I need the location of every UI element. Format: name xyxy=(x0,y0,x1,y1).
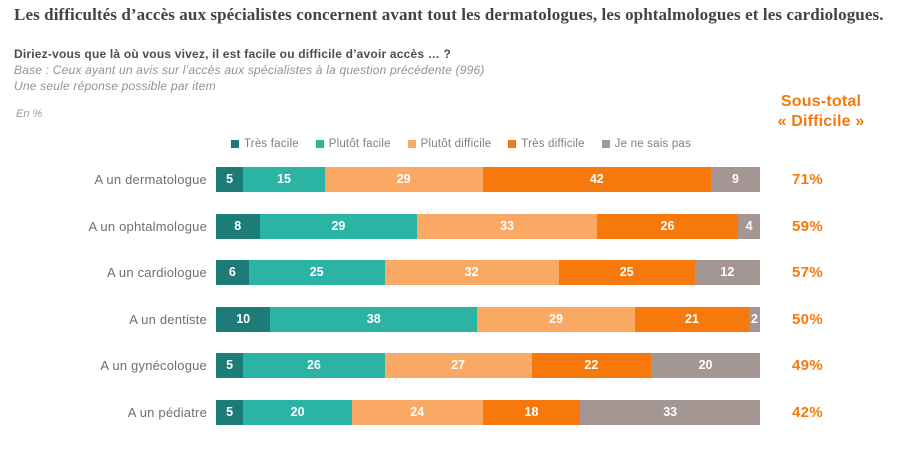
category-label: A un dentiste xyxy=(129,311,207,327)
subtotal-header-line2: « Difficile » xyxy=(777,113,865,130)
legend-swatch-icon xyxy=(602,140,610,148)
subtotal-column-header xyxy=(741,92,901,132)
segment-value: 6 xyxy=(228,265,236,279)
segment-value: 9 xyxy=(732,172,739,186)
page-title: Les difficultés d’accès aux spécialistes concernent avant tout les dermatologues, les ophtalmologues et les cardiologues. xyxy=(14,5,884,24)
stacked-bar xyxy=(216,400,760,425)
legend-swatch-icon xyxy=(408,140,416,148)
segment-value: 22 xyxy=(584,358,599,372)
legend-swatch-icon xyxy=(316,140,324,148)
bar-segment-plutot-difficile xyxy=(417,214,597,239)
segment-value: 29 xyxy=(331,218,346,233)
bar-segment-plutot-facile xyxy=(260,214,418,239)
bar-segment-plutot-difficile xyxy=(352,400,483,425)
subtotal-value: 57% xyxy=(792,264,823,281)
segment-value: 20 xyxy=(698,358,713,372)
bar-segment-tres-difficile xyxy=(635,307,749,332)
bar-segment-tres-facile xyxy=(216,353,243,378)
category-label: A un gynécologue xyxy=(100,358,207,373)
segment-value: 18 xyxy=(524,404,539,419)
subtotal-value: 49% xyxy=(792,357,823,374)
bar-segment-tres-difficile xyxy=(532,353,652,378)
legend-label: Je ne sais pas xyxy=(614,138,691,150)
subtotal-value: 50% xyxy=(792,310,823,328)
segment-value: 29 xyxy=(396,172,411,186)
category-label: A un dermatologue xyxy=(94,172,207,187)
subtotal-value: 42% xyxy=(792,403,823,421)
segment-value: 4 xyxy=(745,218,753,233)
legend-item-tres-facile xyxy=(231,138,299,150)
bar-segment-tres-difficile xyxy=(483,400,581,425)
segment-value: 21 xyxy=(685,311,699,326)
bar-segment-plutot-facile xyxy=(243,167,325,192)
bar-segment-je-ne-sais-pas xyxy=(695,260,760,285)
survey-question: Diriez-vous que là où vous vivez, il est facile ou difficile d’avoir accès … ? xyxy=(14,47,452,61)
subtotal-value: 71% xyxy=(792,171,823,188)
legend-item-plutot-difficile xyxy=(408,138,492,150)
stacked-bar xyxy=(216,307,760,332)
single-answer-note: Une seule réponse possible par item xyxy=(14,79,216,93)
segment-value: 8 xyxy=(234,218,242,233)
stacked-bar xyxy=(216,260,760,285)
segment-value: 24 xyxy=(410,404,425,419)
legend-label: Plutôt facile xyxy=(328,138,391,150)
bar-segment-tres-facile xyxy=(216,167,243,192)
segment-value: 27 xyxy=(451,358,466,372)
bar-segment-je-ne-sais-pas xyxy=(749,307,760,332)
bar-segment-tres-facile xyxy=(216,260,249,285)
bar-segment-tres-facile xyxy=(216,307,270,332)
bar-segment-tres-facile xyxy=(216,214,260,239)
bar-segment-plutot-facile xyxy=(243,400,352,425)
chart-legend xyxy=(231,137,691,151)
segment-value: 29 xyxy=(549,311,563,326)
bar-segment-tres-difficile xyxy=(559,260,695,285)
subtotal-header-line1: Sous-total xyxy=(780,93,862,110)
segment-value: 25 xyxy=(619,265,634,279)
subtotal-value: 59% xyxy=(792,217,823,235)
segment-value: 20 xyxy=(290,404,305,419)
segment-value: 26 xyxy=(660,218,675,233)
legend-swatch-icon xyxy=(508,140,516,148)
bar-segment-je-ne-sais-pas xyxy=(651,353,760,378)
table-row xyxy=(0,353,907,378)
bar-segment-plutot-difficile xyxy=(477,307,635,332)
segment-value: 5 xyxy=(226,404,234,419)
bar-segment-plutot-difficile xyxy=(385,353,532,378)
bar-segment-plutot-facile xyxy=(249,260,385,285)
bar-segment-je-ne-sais-pas xyxy=(738,214,760,239)
segment-value: 5 xyxy=(226,358,234,372)
legend-swatch-icon xyxy=(231,140,239,148)
segment-value: 12 xyxy=(720,265,735,279)
bar-segment-plutot-facile xyxy=(243,353,384,378)
table-row xyxy=(0,400,907,425)
segment-value: 33 xyxy=(500,218,514,233)
table-row xyxy=(0,260,907,285)
segment-value: 26 xyxy=(306,358,321,372)
segment-value: 25 xyxy=(309,265,324,279)
legend-item-plutot-facile xyxy=(316,138,391,150)
bar-segment-tres-difficile xyxy=(483,167,711,192)
legend-item-je-ne-sais-pas xyxy=(602,138,691,150)
bar-segment-plutot-facile xyxy=(270,307,477,332)
category-label: A un cardiologue xyxy=(106,265,207,280)
segment-value: 10 xyxy=(236,311,251,326)
segment-value: 15 xyxy=(277,172,291,186)
stacked-bar xyxy=(216,353,760,378)
unit-label: En % xyxy=(16,108,43,120)
table-row xyxy=(0,167,907,192)
base-note: Base : Ceux ayant un avis sur l’accès aux spécialistes à la question précédente (996) xyxy=(14,63,485,77)
bar-segment-tres-difficile xyxy=(597,214,738,239)
segment-value: 32 xyxy=(464,265,479,279)
bar-segment-plutot-difficile xyxy=(325,167,483,192)
table-row xyxy=(0,214,907,239)
segment-value: 2 xyxy=(751,311,758,326)
stacked-bar xyxy=(216,214,760,239)
bar-segment-tres-facile xyxy=(216,400,243,425)
segment-value: 42 xyxy=(589,172,604,186)
segment-value: 38 xyxy=(366,311,381,326)
segment-value: 5 xyxy=(226,172,234,186)
segment-value: 33 xyxy=(663,404,678,419)
bar-segment-plutot-difficile xyxy=(385,260,559,285)
stacked-bar xyxy=(216,167,760,192)
bar-segment-je-ne-sais-pas xyxy=(711,167,760,192)
legend-label: Très facile xyxy=(244,138,299,150)
bar-segment-je-ne-sais-pas xyxy=(580,400,760,425)
legend-item-tres-difficile xyxy=(508,138,585,150)
category-label: A un pédiatre xyxy=(127,404,207,420)
table-row xyxy=(0,307,907,332)
category-label: A un ophtalmologue xyxy=(88,218,207,234)
chart-rows xyxy=(0,167,907,446)
legend-label: Très difficile xyxy=(521,138,585,150)
legend-label: Plutôt difficile xyxy=(420,138,492,150)
